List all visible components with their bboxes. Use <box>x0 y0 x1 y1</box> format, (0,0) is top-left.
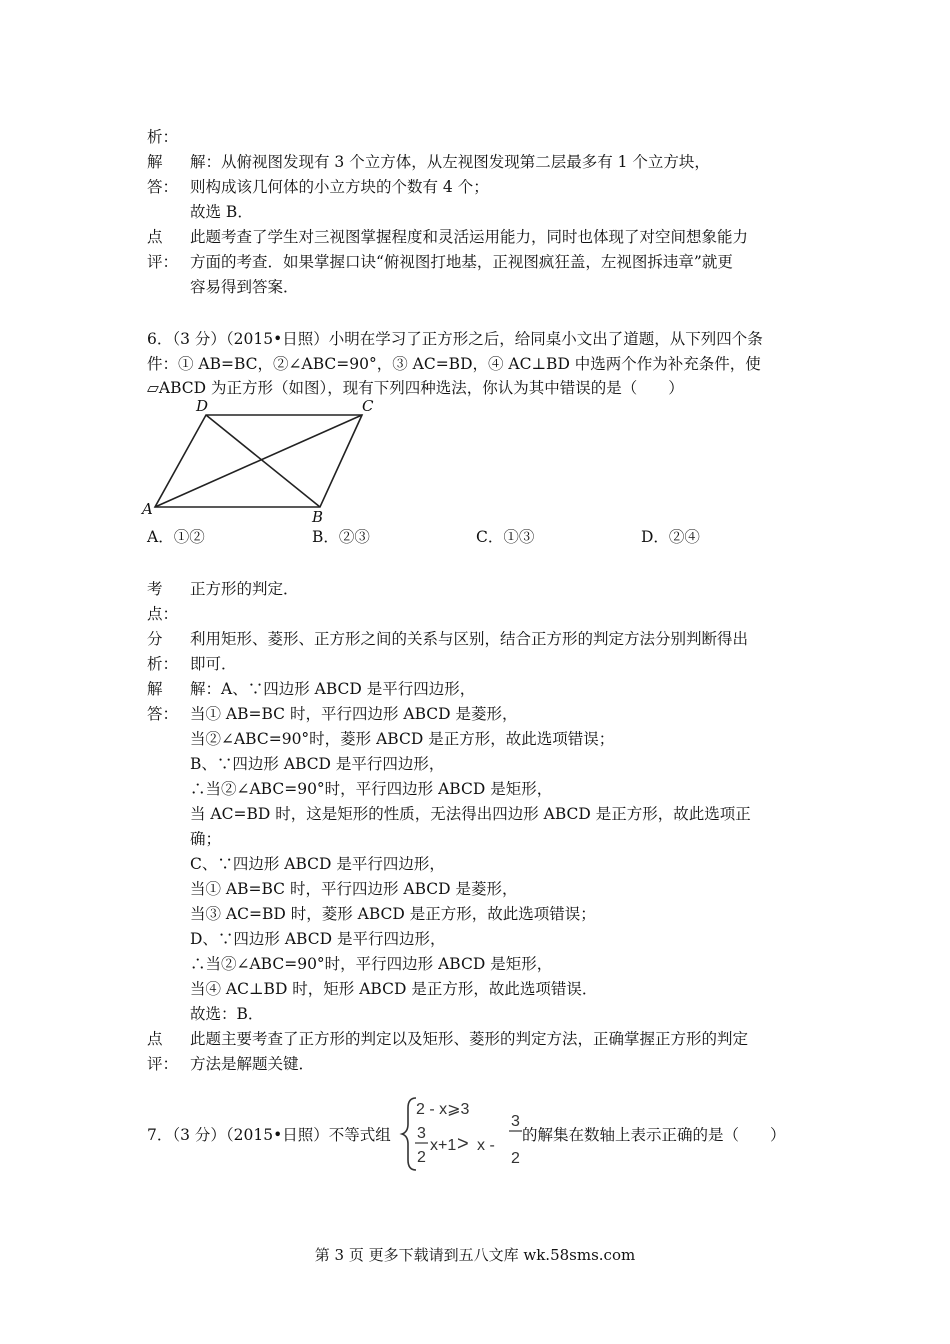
option-a[interactable]: A．①② <box>147 528 205 546</box>
q6-solution-line: 故选：B． <box>190 1005 264 1023</box>
q6-solution-line: ∴当②∠ABC=90°时，平行四边形 ABCD 是矩形， <box>190 955 553 973</box>
q6-label-analysis-end: 析： <box>147 655 179 673</box>
prev-comment-line-2: 方面的考查．如果掌握口诀“俯视图打地基，正视图疯狂盖，左视图拆违章”就更 <box>190 253 733 271</box>
prev-solution-line-2: 则构成该几何体的小立方块的个数有 4 个； <box>190 178 489 196</box>
q6-solution-line: 当 AC=BD 时，这是矩形的性质，无法得出四边形 ABCD 是正方形，故此选项正 <box>190 805 751 823</box>
q6-solution-line: D、∵四边形 ABCD 是平行四边形， <box>190 930 446 948</box>
option-c[interactable]: C．①③ <box>476 528 535 546</box>
page-footer: 第 3 页 更多下载请到五八文库 wk.58sms.com <box>314 1246 636 1264</box>
q6-analysis-line-1: 利用矩形、菱形、正方形之间的关系与区别，结合正方形的判定方法分别判断得出 <box>190 630 749 648</box>
q6-comment-line-1: 此题主要考查了正方形的判定以及矩形、菱形的判定方法，正确掌握正方形的判定 <box>190 1030 749 1048</box>
q7-stem-suffix: 的解集在数轴上表示正确的是（ ） <box>522 1126 786 1144</box>
prev-label-solution: 解 <box>147 153 163 171</box>
q6-solution-line: C、∵四边形 ABCD 是平行四边形， <box>190 855 445 873</box>
prev-label-comment: 点 <box>147 228 163 246</box>
q6-label-knowledge-end: 点： <box>147 605 179 623</box>
prev-comment-line-3: 容易得到答案． <box>190 278 299 296</box>
q6-solution-line: B、∵四边形 ABCD 是平行四边形， <box>190 755 445 773</box>
q6-solution-line: 解：A、∵四边形 ABCD 是平行四边形， <box>190 680 476 698</box>
prev-solution-choice: 故选 B． <box>190 203 253 221</box>
q6-label-answer: 答： <box>147 705 179 723</box>
q6-label-comment-end: 评： <box>147 1055 179 1073</box>
q6-label-comment: 点 <box>147 1030 163 1048</box>
greater-than-sign: > <box>457 1133 469 1155</box>
fraction-1-numerator: 3 <box>417 1125 426 1142</box>
q6-solution-line: 当① AB=BC 时，平行四边形 ABCD 是菱形， <box>190 705 518 723</box>
inequality-1: 2 - x⩾3 <box>416 1101 470 1118</box>
inequality-2-rhs: x - <box>477 1137 495 1154</box>
q6-solution-line: 当④ AC⊥BD 时，矩形 ABCD 是正方形，故此选项错误． <box>190 980 598 998</box>
q6-stem-line-2: 件：① AB=BC，②∠ABC=90°，③ AC=BD，④ AC⊥BD 中选两个作为补充条件，使 <box>147 355 761 373</box>
option-b[interactable]: B．②③ <box>312 528 370 546</box>
q6-analysis-line-2: 即可． <box>190 655 237 673</box>
prev-label-comment-end: 评： <box>147 253 179 271</box>
q7-stem-prefix: 7．（3 分）（2015•日照）不等式组 <box>147 1126 391 1144</box>
fraction-2-numerator: 3 <box>511 1113 520 1130</box>
q6-solution-line: 当① AB=BC 时，平行四边形 ABCD 是菱形， <box>190 880 518 898</box>
q6-stem-line-1: 6．（3 分）（2015•日照）小明在学习了正方形之后，给同桌小文出了道题，从下列四个条 <box>147 330 763 348</box>
prev-solution-line-1: 解：从俯视图发现有 3 个立方体，从左视图发现第二层最多有 1 个立方块， <box>190 153 710 171</box>
inequality-2-lhs: x+1 <box>430 1137 457 1154</box>
prev-comment-line-1: 此题考查了学生对三视图掌握程度和灵活运用能力，同时也体现了对空间想象能力 <box>190 228 749 246</box>
q6-solution-line: 确； <box>190 830 222 848</box>
q6-solution-line: 当③ AC=BD 时，菱形 ABCD 是正方形，故此选项错误； <box>190 905 596 923</box>
q6-solution-line: 当②∠ABC=90°时，菱形 ABCD 是正方形，故此选项错误； <box>190 730 615 748</box>
option-d[interactable]: D．②④ <box>641 528 700 546</box>
fraction-2-denominator: 2 <box>511 1150 520 1167</box>
q6-label-knowledge: 考 <box>147 580 163 598</box>
vertex-label-b: B <box>312 508 324 526</box>
q6-solution-line: ∴当②∠ABC=90°时，平行四边形 ABCD 是矩形， <box>190 780 553 798</box>
q6-knowledge-point: 正方形的判定． <box>190 580 299 598</box>
vertex-label-d: D <box>196 397 209 415</box>
vertex-label-c: C <box>362 397 374 415</box>
prev-label-analysis-end: 析： <box>147 128 179 146</box>
prev-label-answer: 答： <box>147 178 179 196</box>
q6-label-solution: 解 <box>147 680 163 698</box>
vertex-label-a: A <box>142 500 153 518</box>
q6-label-analysis: 分 <box>147 630 163 648</box>
left-brace <box>402 1098 416 1170</box>
fraction-1-denominator: 2 <box>417 1149 426 1166</box>
q6-stem-line-3: ▱ABCD 为正方形（如图），现有下列四种选法，你认为其中错误的是（ ） <box>147 379 684 397</box>
q6-comment-line-2: 方法是解题关键． <box>190 1055 315 1073</box>
